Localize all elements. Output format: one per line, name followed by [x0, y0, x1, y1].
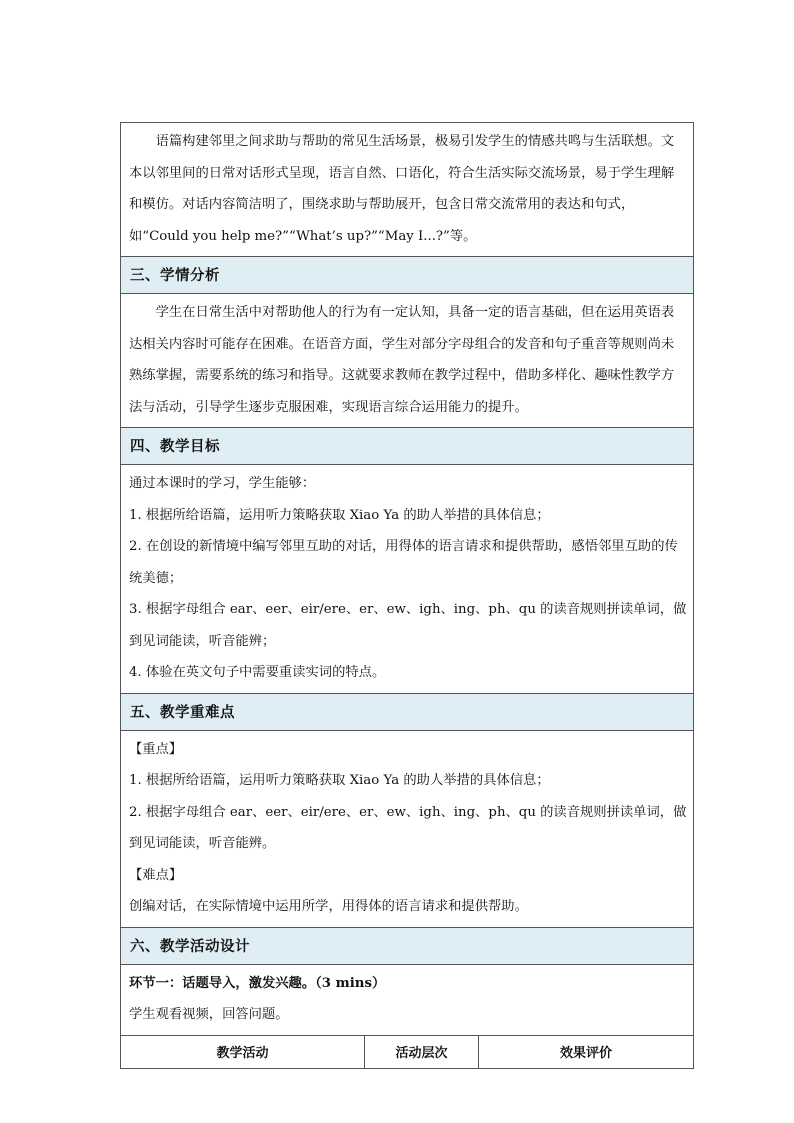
key-point-item: 1. 根据所给语篇，运用听力策略获取 Xiao Ya 的助人举措的具体信息；	[129, 773, 550, 788]
table-header-teaching-activity: 教学活动	[121, 1036, 365, 1068]
section-header-activity-design: 六、教学活动设计	[120, 928, 694, 965]
section-header-key-difficult-points: 五、教学重难点	[120, 694, 694, 731]
key-difficult-points-block	[120, 731, 694, 928]
text-analysis-block	[120, 122, 694, 257]
text-analysis-content	[121, 123, 693, 256]
objective-item: 3. 根据字母组合 ear、eer、eir/ere、er、ew、igh、ing、ph、qu 的读音规则拼读单词，做到见词能读，听音能辨；	[129, 602, 687, 649]
section-header-teaching-objectives: 四、教学目标	[120, 428, 694, 465]
activity-design-block	[120, 965, 694, 1036]
student-analysis-paragraph: 学生在日常生活中对帮助他人的行为有一定认知，具备一定的语言基础，但在运用英语表达相关内容时可能存在困难。在语音方面，学生对部分字母组合的发音和句子重音等规则尚未熟练掌握，需要系统的练习和指导。这就要求教师在教学过程中，借助多样化、趣味性教学方法与活动，引导学生逐步克服困难，实现语言综合运用能力的提升。	[129, 305, 675, 415]
step1-title: 环节一：话题导入，激发兴趣。（3 mins）	[129, 975, 386, 991]
table-header-activity-level: 活动层次	[365, 1036, 479, 1068]
lesson-plan-document	[120, 122, 694, 1069]
text-analysis-paragraph: 语篇构建邻里之间求助与帮助的常见生活场景，极易引发学生的情感共鸣与生活联想。文本以邻里间的日常对话形式呈现，语言自然、口语化，符合生活实际交流场景，易于学生理解和模仿。对话内容简洁明了，围绕求助与帮助展开，包含日常交流常用的表达和句式，如“Could you help me?”“What’s up?”“May I...?”等。	[129, 134, 675, 244]
teaching-objectives-block	[120, 465, 694, 694]
key-points-label: 【重点】	[129, 741, 183, 757]
section-header-student-analysis: 三、学情分析	[120, 257, 694, 294]
difficult-point-text: 创编对话，在实际情境中运用所学，用得体的语言请求和提供帮助。	[129, 899, 528, 914]
objective-item: 2. 在创设的新情境中编写邻里互助的对话，用得体的语言请求和提供帮助，感悟邻里互助的传统美德；	[129, 539, 678, 586]
table-header-effect-evaluation: 效果评价	[559, 1046, 612, 1061]
objective-item: 1. 根据所给语篇，运用听力策略获取 Xiao Ya 的助人举措的具体信息；	[129, 507, 550, 523]
key-point-item: 2. 根据字母组合 ear、eer、eir/ere、er、ew、igh、ing、ph、qu 的读音规则拼读单词，做到见词能读，听音能辨。	[129, 804, 687, 851]
activity-table-header	[120, 1036, 694, 1069]
objectives-intro: 通过本课时的学习，学生能够：	[129, 476, 316, 491]
objective-item: 4. 体验在英文句子中需要重读实词的特点。	[129, 665, 386, 680]
difficult-points-label: 【难点】	[129, 867, 183, 883]
student-analysis-block	[120, 294, 694, 428]
step1-text: 学生观看视频，回答问题。	[129, 1007, 289, 1022]
